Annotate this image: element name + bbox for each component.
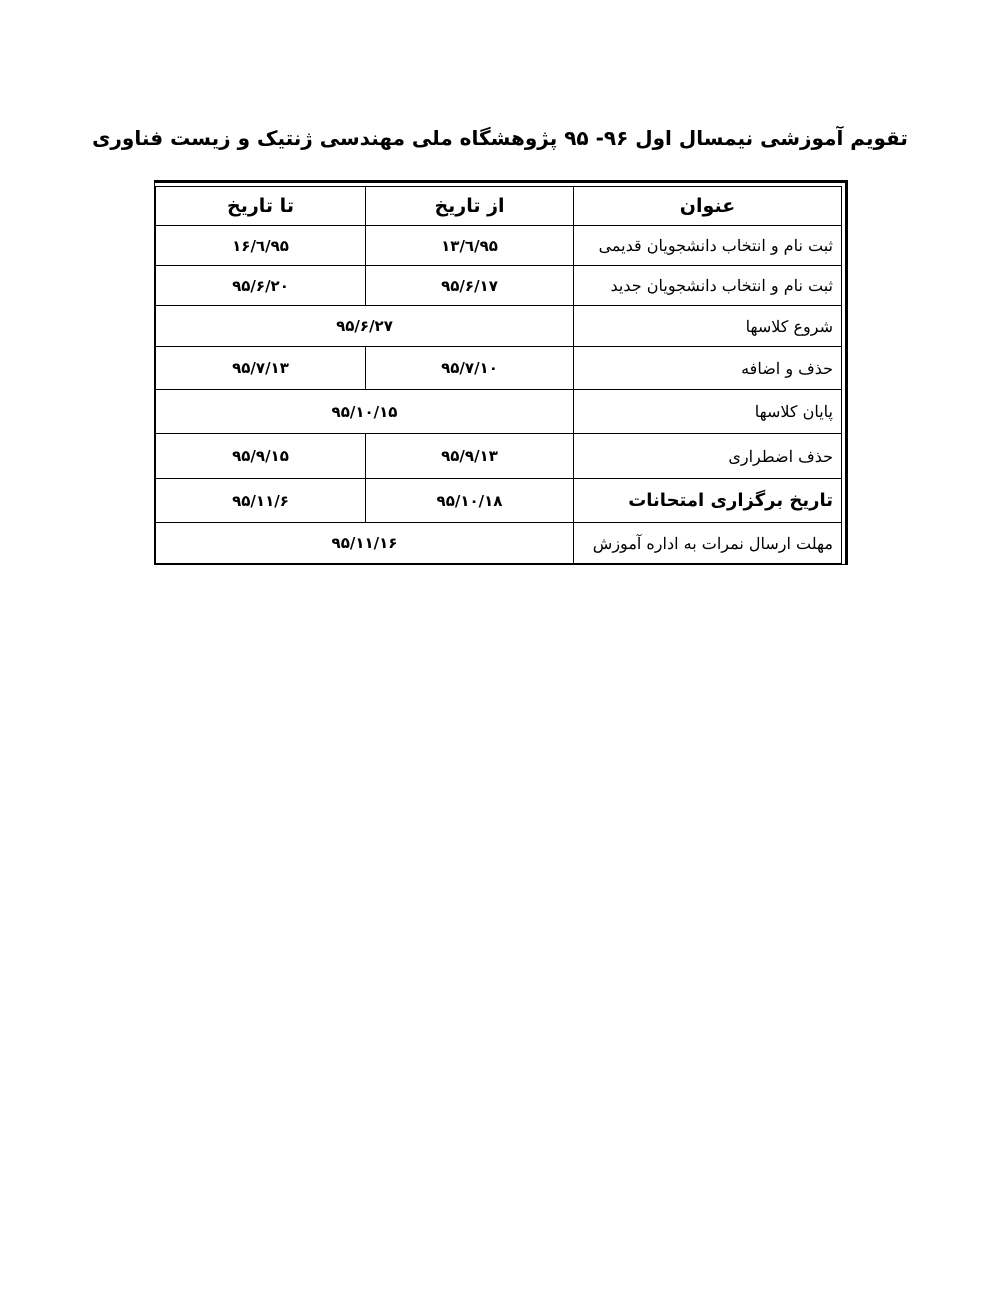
row-from-date: ۹۵/۱۰/۱۸: [366, 479, 574, 523]
table-row: [156, 226, 842, 266]
row-title: حذف اضطراری: [574, 434, 842, 479]
row-from-date: ۹۵/۶/۱۷: [366, 266, 574, 306]
table-row: [156, 306, 842, 347]
row-from-date: ۹۵/۷/۱۰: [366, 347, 574, 390]
table-header-row: [156, 187, 842, 226]
row-merged-date: ۹۵/۱۰/۱۵: [156, 390, 574, 434]
header-from-date: از تاریخ: [366, 187, 574, 226]
row-title: مهلت ارسال نمرات به اداره آموزش: [574, 523, 842, 564]
row-to-date: ۹۵/۱۱/۶: [156, 479, 366, 523]
academic-calendar-table: [154, 180, 848, 565]
page-title: تقویم آموزشی نیمسال اول ۹۶- ۹۵ پژوهشگاه ملی مهندسی ژنتیک و زیست فناوری: [92, 126, 908, 150]
table-row: [156, 347, 842, 390]
row-title: ثبت نام و انتخاب دانشجویان جدید: [574, 266, 842, 306]
table-row: [156, 266, 842, 306]
row-title: حذف و اضافه: [574, 347, 842, 390]
row-to-date: ۹۵/۶/۲۰: [156, 266, 366, 306]
row-title: ثبت نام و انتخاب دانشجویان قدیمی: [574, 226, 842, 266]
row-merged-date: ۹۵/۱۱/۱۶: [156, 523, 574, 564]
row-title: شروع کلاسها: [574, 306, 842, 347]
row-to-date: ۹۵/٦/۱۶: [156, 226, 366, 266]
row-from-date: ۹۵/٦/۱۳: [366, 226, 574, 266]
header-title: عنوان: [574, 187, 842, 226]
row-to-date: ۹۵/۹/۱۵: [156, 434, 366, 479]
table-row: [156, 434, 842, 479]
calendar-table: [155, 186, 842, 564]
header-to-date: تا تاریخ: [156, 187, 366, 226]
row-title: پایان کلاسها: [574, 390, 842, 434]
row-to-date: ۹۵/۷/۱۳: [156, 347, 366, 390]
table-row: [156, 479, 842, 523]
table-row: [156, 390, 842, 434]
table-row: [156, 523, 842, 564]
row-title: تاریخ برگزاری امتحانات: [574, 479, 842, 523]
row-merged-date: ۹۵/۶/۲۷: [156, 306, 574, 347]
row-from-date: ۹۵/۹/۱۳: [366, 434, 574, 479]
